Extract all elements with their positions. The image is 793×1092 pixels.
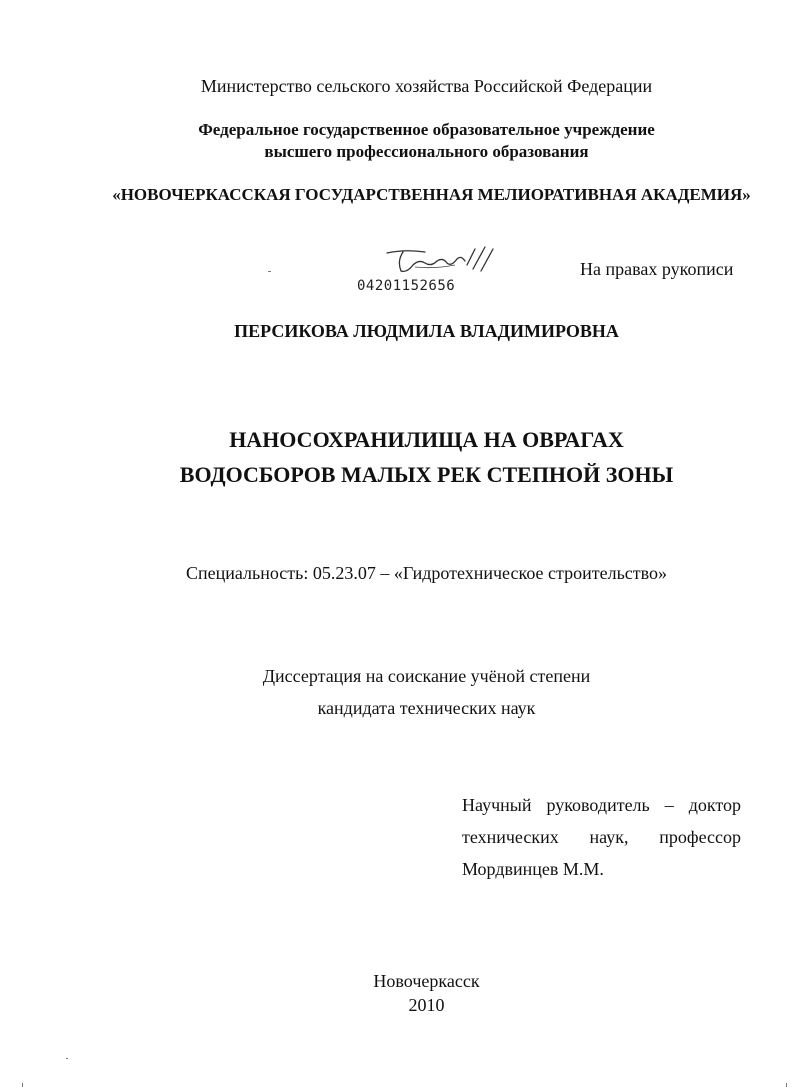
ministry-name: Министерство сельского хозяйства Российской Федерации: [200, 76, 653, 96]
rights-notice: На правах рукописи: [580, 259, 734, 279]
handwritten-signature: [385, 243, 505, 283]
scan-speck: [786, 1083, 787, 1087]
title-line-1: НАНОСОХРАНИЛИЩА НА ОВРАГАХ: [229, 427, 624, 452]
supervisor-line-1: Научный руководитель – доктор: [462, 795, 741, 815]
specialty: Специальность: 05.23.07 – «Гидротехническое строительство»: [185, 563, 668, 583]
city: Новочеркасск: [373, 971, 480, 991]
academy-name: «НОВОЧЕРКАССКАЯ ГОСУДАРСТВЕННАЯ МЕЛИОРАТИВНАЯ АКАДЕМИЯ»: [112, 185, 751, 204]
registration-number: 04201152656: [357, 278, 456, 294]
year: 2010: [408, 995, 445, 1015]
institution-line-2: высшего профессионального образования: [264, 142, 589, 161]
scan-speck: [66, 1058, 68, 1059]
scan-speck: [22, 1083, 23, 1087]
supervisor-name: Мордвинцев М.М.: [462, 859, 604, 879]
institution-line-1: Федеральное государственное образовательное учреждение: [198, 120, 655, 139]
supervisor-line-2: технических наук, профессор: [462, 827, 741, 847]
author-name: ПЕРСИКОВА ЛЮДМИЛА ВЛАДИМИРОВНА: [234, 321, 619, 341]
dissertation-line-2: кандидата технических наук: [317, 698, 536, 718]
title-line-2: ВОДОСБОРОВ МАЛЫХ РЕК СТЕПНОЙ ЗОНЫ: [179, 462, 674, 487]
dissertation-line-1: Диссертация на соискание учёной степени: [262, 666, 591, 686]
scan-speck: [268, 271, 271, 272]
